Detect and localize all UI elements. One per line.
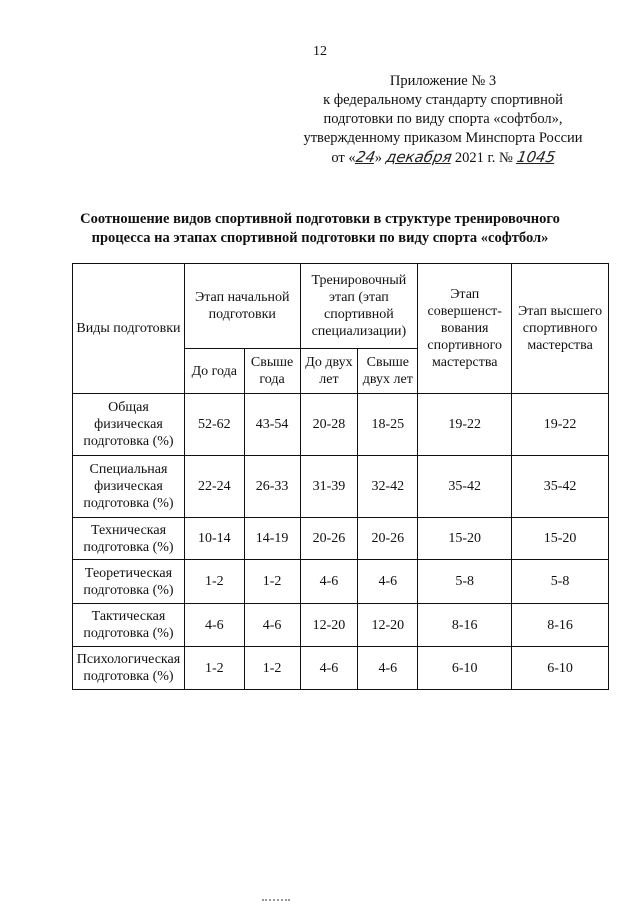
row-label: Техническая подготовка (%) bbox=[73, 518, 185, 560]
table-cell: 5-8 bbox=[418, 560, 512, 604]
header-type: Виды подготовки bbox=[73, 264, 185, 394]
header-stage-higher: Этап высшего спортивного мастерства bbox=[512, 264, 609, 394]
document-title bbox=[60, 210, 580, 248]
order-prefix: от « bbox=[331, 150, 356, 166]
row-label: Тактическая подготовка (%) bbox=[73, 604, 185, 647]
table-cell: 4-6 bbox=[184, 604, 244, 647]
table-cell: 15-20 bbox=[512, 518, 609, 560]
table-cell: 52-62 bbox=[184, 394, 244, 456]
table-cell: 32-42 bbox=[358, 456, 418, 518]
table-cell: 8-16 bbox=[512, 604, 609, 647]
table-cell: 6-10 bbox=[418, 647, 512, 690]
table-cell: 20-26 bbox=[300, 518, 358, 560]
table-cell: 1-2 bbox=[184, 560, 244, 604]
table-cell: 18-25 bbox=[358, 394, 418, 456]
table-row bbox=[73, 394, 609, 456]
table-row bbox=[73, 518, 609, 560]
row-label: Теоретическая подготовка (%) bbox=[73, 560, 185, 604]
header-training-up-to-two: До двух лет bbox=[300, 349, 358, 394]
title-line-1: Соотношение видов спортивной подготовки в структуре тренировочного bbox=[80, 211, 560, 227]
table-cell: 1-2 bbox=[244, 560, 300, 604]
appendix-line-3: подготовки по виду спорта «софтбол», bbox=[323, 111, 563, 127]
table-cell: 12-20 bbox=[358, 604, 418, 647]
order-line bbox=[293, 148, 593, 168]
appendix-line-2: к федеральному стандарту спортивной bbox=[323, 92, 563, 108]
header-training-over-two: Свыше двух лет bbox=[358, 349, 418, 394]
table-cell: 6-10 bbox=[512, 647, 609, 690]
table-cell: 35-42 bbox=[512, 456, 609, 518]
table-cell: 26-33 bbox=[244, 456, 300, 518]
table-cell: 1-2 bbox=[184, 647, 244, 690]
header-stage-improvement: Этап совершенст-вования спортивного мастерства bbox=[418, 264, 512, 394]
training-distribution-table bbox=[72, 263, 609, 690]
row-label: Психологическая подготовка (%) bbox=[73, 647, 185, 690]
row-label: Общая физическая подготовка (%) bbox=[73, 394, 185, 456]
appendix-title: Приложение № 3 bbox=[389, 73, 497, 89]
order-mid: » bbox=[374, 150, 386, 166]
header-initial-up-to-year: До года bbox=[184, 349, 244, 394]
scan-artifact-divider bbox=[262, 899, 290, 903]
table-cell: 4-6 bbox=[300, 647, 358, 690]
table-row bbox=[73, 456, 609, 518]
table-cell: 19-22 bbox=[512, 394, 609, 456]
appendix-header bbox=[293, 72, 593, 168]
order-month-handwritten: декабря bbox=[384, 148, 453, 166]
header-initial-over-year: Свыше года bbox=[244, 349, 300, 394]
title-line-2: процесса на этапах спортивной подготовки по виду спорта «софтбол» bbox=[91, 230, 549, 246]
table-cell: 8-16 bbox=[418, 604, 512, 647]
table-cell: 12-20 bbox=[300, 604, 358, 647]
table-cell: 1-2 bbox=[244, 647, 300, 690]
table-cell: 5-8 bbox=[512, 560, 609, 604]
table-row bbox=[73, 604, 609, 647]
table-cell: 20-28 bbox=[300, 394, 358, 456]
table-row bbox=[73, 560, 609, 604]
appendix-line-4: утвержденному приказом Минспорта России bbox=[303, 130, 583, 146]
header-stage-initial: Этап начальной подготовки bbox=[184, 264, 300, 349]
order-year: 2021 г. № bbox=[451, 150, 517, 166]
page-number: 12 bbox=[313, 44, 327, 59]
table-cell: 22-24 bbox=[184, 456, 244, 518]
table-cell: 31-39 bbox=[300, 456, 358, 518]
order-number-handwritten: 1045 bbox=[515, 148, 557, 166]
table-cell: 10-14 bbox=[184, 518, 244, 560]
row-label: Специальная физическая подготовка (%) bbox=[73, 456, 185, 518]
header-stage-training: Тренировочный этап (этап спортивной специализации) bbox=[300, 264, 418, 349]
table-cell: 15-20 bbox=[418, 518, 512, 560]
table-cell: 19-22 bbox=[418, 394, 512, 456]
table-cell: 4-6 bbox=[358, 560, 418, 604]
table-cell: 4-6 bbox=[358, 647, 418, 690]
table-cell: 35-42 bbox=[418, 456, 512, 518]
table-cell: 14-19 bbox=[244, 518, 300, 560]
table-row bbox=[73, 647, 609, 690]
table-cell: 43-54 bbox=[244, 394, 300, 456]
order-day-handwritten: 24 bbox=[354, 148, 377, 166]
table-cell: 4-6 bbox=[244, 604, 300, 647]
table-cell: 4-6 bbox=[300, 560, 358, 604]
table-cell: 20-26 bbox=[358, 518, 418, 560]
